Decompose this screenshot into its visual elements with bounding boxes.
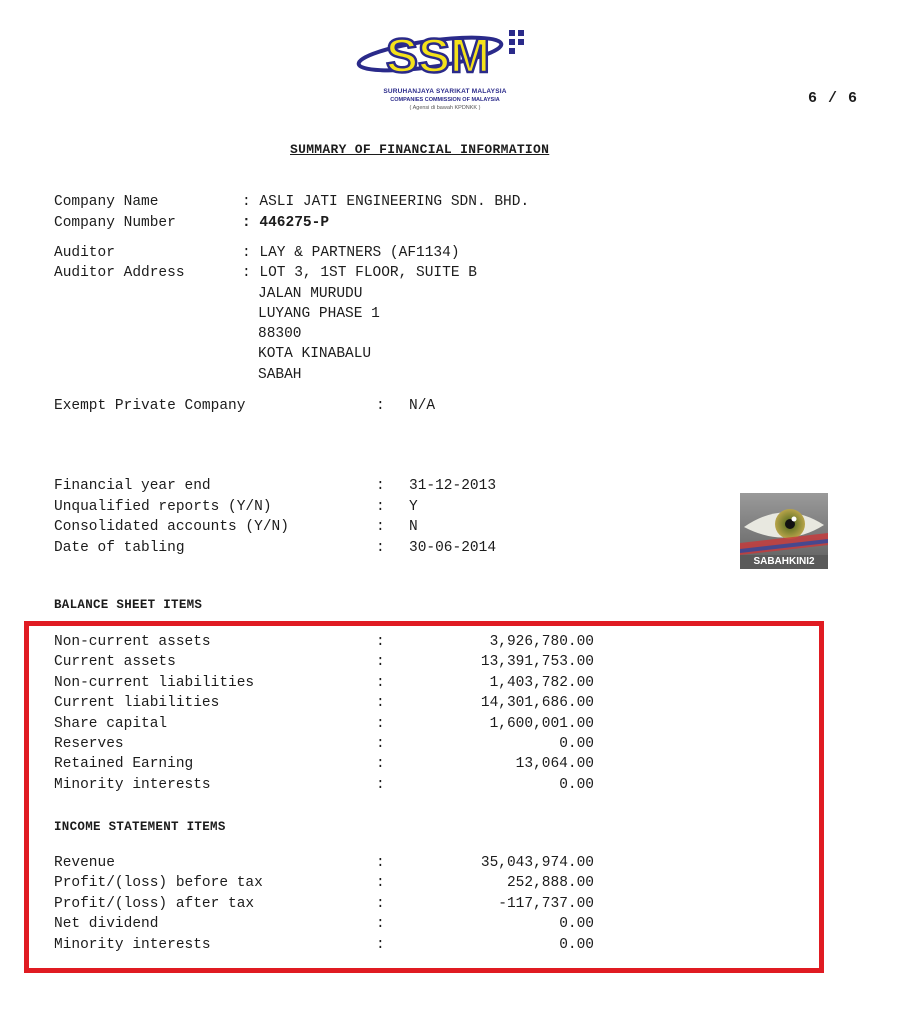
- table-row: [54, 652, 594, 672]
- row-colon: :: [376, 736, 385, 752]
- row-colon: :: [376, 936, 385, 953]
- row-colon: :: [376, 715, 385, 732]
- row-label: Retained Earning: [54, 756, 194, 773]
- company-name-value: : ASLI JATI ENGINEERING SDN. BHD.: [242, 194, 530, 210]
- row-colon: :: [376, 895, 385, 912]
- logo-org-name-en: COMPANIES COMMISSION OF MALAYSIA: [390, 97, 500, 103]
- date-of-tabling-label: Date of tabling: [54, 540, 185, 556]
- row-value: 1,403,782.00: [489, 674, 594, 691]
- row-label: Non-current assets: [54, 634, 211, 650]
- page-number: 6 / 6: [808, 90, 859, 107]
- income-statement-heading: INCOME STATEMENT ITEMS: [54, 820, 226, 834]
- auditor-address-label: Auditor Address: [54, 265, 185, 281]
- table-row: [54, 714, 594, 734]
- row-value: -117,737.00: [498, 895, 594, 912]
- row-value: 0.00: [559, 776, 594, 793]
- row-value: 0.00: [559, 936, 594, 953]
- row-label: Profit/(loss) after tax: [54, 895, 255, 912]
- exempt-private-company-value: N/A: [409, 398, 436, 414]
- table-row: [54, 873, 594, 893]
- auditor-address-line: JALAN MURUDU: [258, 286, 363, 302]
- consolidated-accounts-label: Consolidated accounts (Y/N): [54, 519, 289, 535]
- table-row: [54, 894, 594, 914]
- row-label: Reserves: [54, 736, 124, 752]
- filing-colon: :: [376, 478, 385, 494]
- filing-colon: :: [376, 540, 385, 556]
- row-label: Share capital: [54, 715, 168, 732]
- row-label: Minority interests: [54, 936, 211, 953]
- row-colon: :: [376, 756, 385, 773]
- exempt-colon: :: [376, 398, 385, 414]
- row-colon: :: [376, 916, 385, 933]
- sabahkini-watermark: [740, 493, 828, 569]
- row-label: Minority interests: [54, 776, 211, 793]
- company-name-label: Company Name: [54, 194, 159, 210]
- auditor-value: : LAY & PARTNERS (AF1134): [242, 245, 460, 261]
- row-value: 1,600,001.00: [489, 715, 594, 732]
- exempt-private-company-label: Exempt Private Company: [54, 398, 246, 414]
- row-label: Profit/(loss) before tax: [54, 875, 263, 892]
- row-label: Net dividend: [54, 916, 159, 933]
- row-label: Current liabilities: [54, 695, 220, 712]
- row-label: Non-current liabilities: [54, 674, 255, 691]
- table-row: [54, 914, 594, 934]
- financial-year-end-value: 31-12-2013: [409, 478, 497, 494]
- filing-colon: :: [376, 499, 385, 515]
- watermark-text: SABAHKINI2: [753, 556, 815, 567]
- row-colon: :: [376, 875, 385, 892]
- row-label: Revenue: [54, 855, 115, 871]
- unqualified-reports-label: Unqualified reports (Y/N): [54, 499, 272, 515]
- row-colon: :: [376, 695, 385, 712]
- table-row: [54, 693, 594, 713]
- table-row: [54, 673, 594, 693]
- row-value: 14,301,686.00: [480, 695, 594, 712]
- auditor-address-line: 88300: [258, 326, 302, 342]
- document-title: SUMMARY OF FINANCIAL INFORMATION: [290, 142, 550, 157]
- auditor-address-line-1: : LOT 3, 1ST FLOOR, SUITE B: [242, 265, 477, 281]
- date-of-tabling-value: 30-06-2014: [409, 540, 497, 556]
- unqualified-reports-value: Y: [409, 499, 418, 515]
- ssm-logo-letters: SSM: [385, 30, 491, 83]
- auditor-address-line: LUYANG PHASE 1: [258, 306, 380, 322]
- row-value: 252,888.00: [506, 875, 594, 892]
- table-row: [54, 853, 594, 873]
- row-value: 0.00: [559, 736, 594, 752]
- row-colon: :: [376, 776, 385, 793]
- company-number-value: : 446275-P: [242, 215, 330, 231]
- row-label: Current assets: [54, 654, 176, 671]
- logo-agency-note: ( Agensi di bawah KPDNKK ): [409, 105, 481, 111]
- auditor-address-line: KOTA KINABALU: [258, 346, 372, 362]
- filing-colon: :: [376, 519, 385, 535]
- row-value: 35,043,974.00: [480, 855, 594, 871]
- consolidated-accounts-value: N: [409, 519, 418, 535]
- row-value: 13,064.00: [515, 756, 594, 773]
- auditor-label: Auditor: [54, 245, 115, 261]
- company-number-label: Company Number: [54, 215, 176, 231]
- auditor-address-line: SABAH: [258, 367, 302, 383]
- row-colon: :: [376, 855, 385, 871]
- ssm-logo-mark: [352, 20, 538, 88]
- table-row: [54, 734, 594, 754]
- table-row: [54, 775, 594, 795]
- row-value: 3,926,780.00: [489, 634, 594, 650]
- table-row: [54, 754, 594, 774]
- financial-year-end-label: Financial year end: [54, 478, 211, 494]
- balance-sheet-heading: BALANCE SHEET ITEMS: [54, 598, 203, 612]
- row-colon: :: [376, 674, 385, 691]
- row-value: 0.00: [559, 916, 594, 933]
- row-colon: :: [376, 654, 385, 671]
- table-row: [54, 935, 594, 955]
- logo-org-name-ms: SURUHANJAYA SYARIKAT MALAYSIA: [383, 88, 507, 95]
- row-colon: :: [376, 634, 385, 650]
- row-value: 13,391,753.00: [480, 654, 594, 671]
- ssm-logo: [352, 20, 552, 124]
- table-row: [54, 632, 594, 652]
